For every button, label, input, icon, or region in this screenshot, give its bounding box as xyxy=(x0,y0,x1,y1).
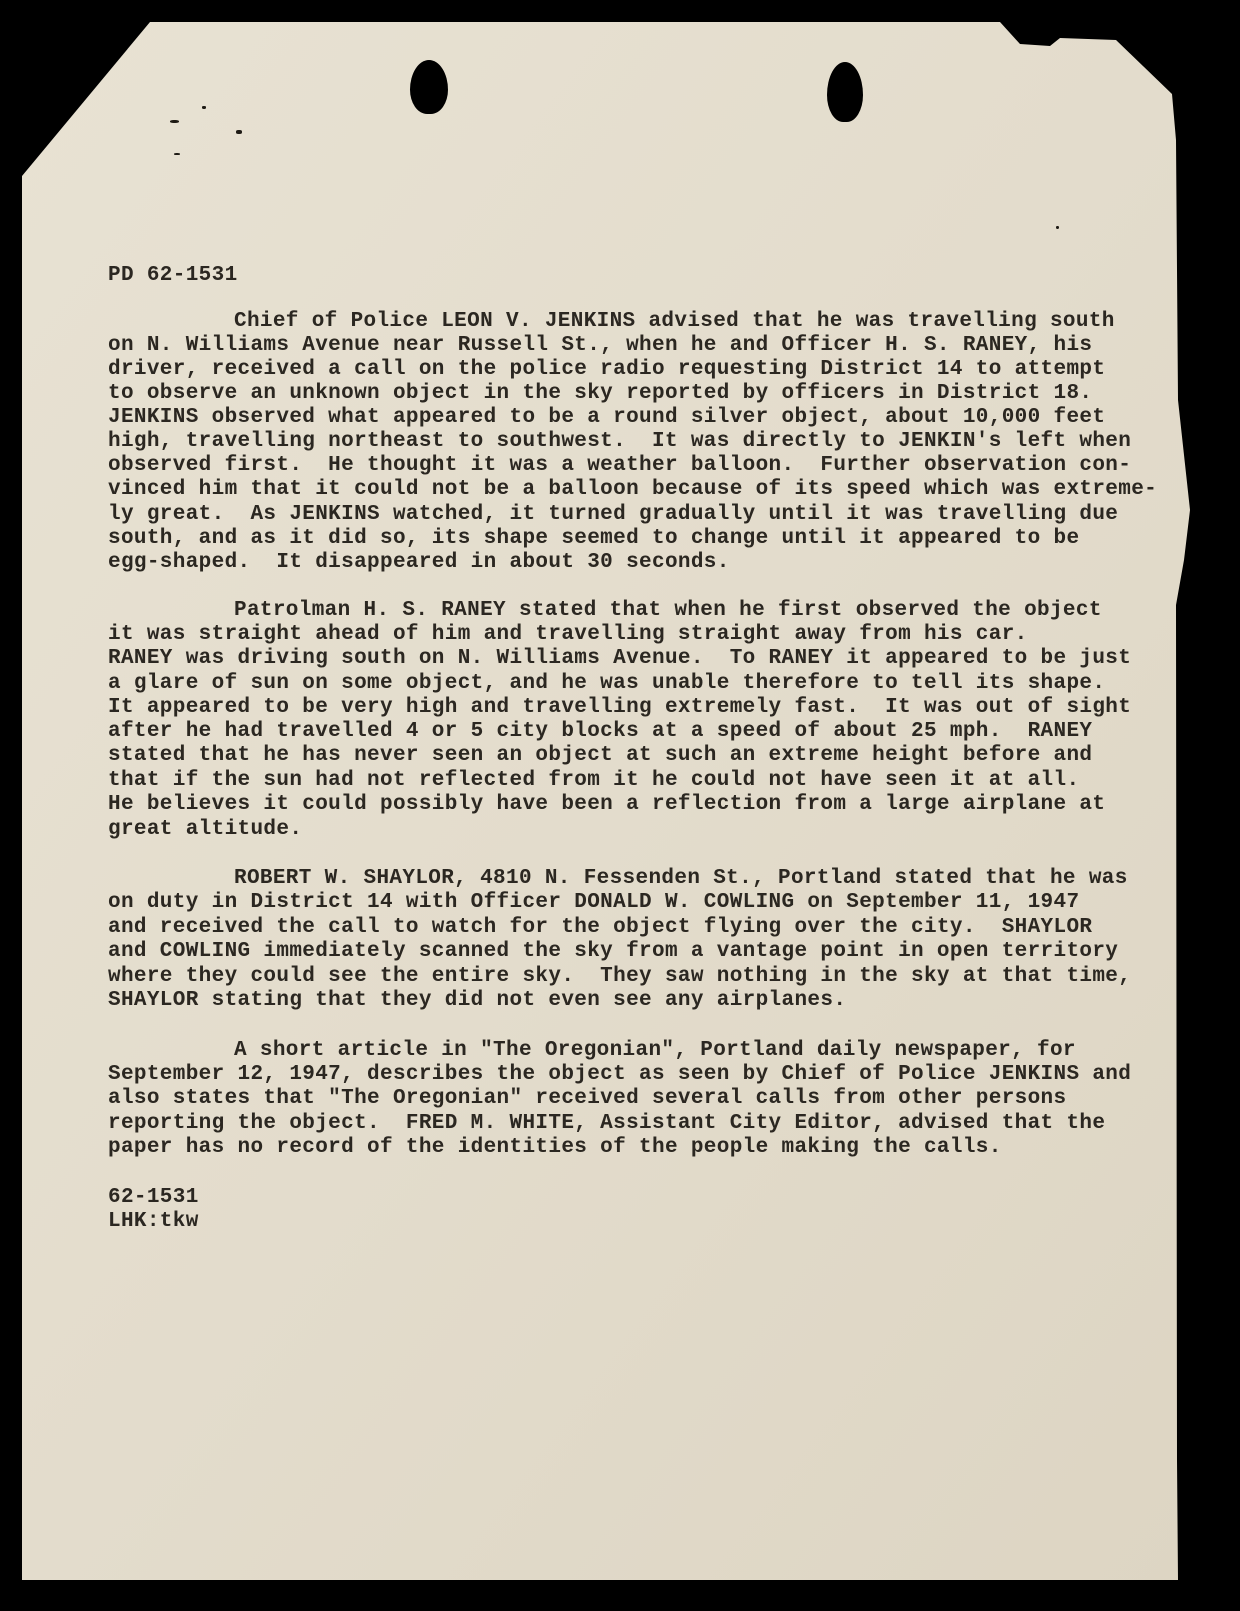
text-line: high, travelling northeast to southwest. It was directly to JENKIN's left when xyxy=(108,430,1132,453)
text-line: SHAYLOR stating that they did not even see any airplanes. xyxy=(108,989,847,1012)
text-line: JENKINS observed what appeared to be a round silver object, about 10,000 feet xyxy=(108,406,1106,429)
text-line: stated that he has never seen an object at such an extreme height before and xyxy=(108,744,1093,767)
text-line: It appeared to be very high and travelling extremely fast. It was out of sight xyxy=(108,696,1132,719)
text-line: Chief of Police LEON V. JENKINS advised that he was travelling south xyxy=(234,310,1115,333)
text-line: Patrolman H. S. RANEY stated that when he first observed the object xyxy=(234,599,1102,622)
text-line: September 12, 1947, describes the object as seen by Chief of Police JENKINS and xyxy=(108,1063,1132,1086)
text-line: to observe an unknown object in the sky reported by officers in District 18. xyxy=(108,382,1093,405)
footer-file-ref: 62-1531 xyxy=(108,1186,199,1209)
text-line: a glare of sun on some object, and he was unable therefore to tell its shape. xyxy=(108,672,1106,695)
text-line: vinced him that it could not be a balloon because of its speed which was extreme- xyxy=(108,478,1158,501)
text-line: where they could see the entire sky. They saw nothing in the sky at that time, xyxy=(108,965,1132,988)
text-line: on N. Williams Avenue near Russell St., when he and Officer H. S. RANEY, his xyxy=(108,334,1093,357)
text-line: paper has no record of the identities of the people making the calls. xyxy=(108,1136,1002,1159)
text-line: also states that "The Oregonian" received several calls from other persons xyxy=(108,1087,1067,1110)
text-line: on duty in District 14 with Officer DONALD W. COWLING on September 11, 1947 xyxy=(108,891,1080,914)
text-line: ROBERT W. SHAYLOR, 4810 N. Fessenden St., Portland stated that he was xyxy=(234,867,1128,890)
text-line: RANEY was driving south on N. Williams Avenue. To RANEY it appeared to be just xyxy=(108,647,1132,670)
text-line: A short article in "The Oregonian", Portland daily newspaper, for xyxy=(234,1039,1076,1062)
text-line: south, and as it did so, its shape seemed to change until it appeared to be xyxy=(108,527,1080,550)
text-line: after he had travelled 4 or 5 city blocks at a speed of about 25 mph. RANEY xyxy=(108,720,1093,743)
file-number-header: PD 62-1531 xyxy=(108,264,238,287)
text-line: and received the call to watch for the object flying over the city. SHAYLOR xyxy=(108,916,1093,939)
text-line: ly great. As JENKINS watched, it turned gradually until it was travelling due xyxy=(108,503,1119,526)
text-line: it was straight ahead of him and travelling straight away from his car. xyxy=(108,623,1028,646)
text-line: that if the sun had not reflected from it he could not have seen it at all. xyxy=(108,769,1080,792)
text-line: egg-shaped. It disappeared in about 30 seconds. xyxy=(108,551,730,574)
text-line: driver, received a call on the police radio requesting District 14 to attempt xyxy=(108,358,1106,381)
text-line: and COWLING immediately scanned the sky from a vantage point in open territory xyxy=(108,940,1119,963)
footer-initials: LHK:tkw xyxy=(108,1210,199,1233)
text-line: reporting the object. FRED M. WHITE, Assistant City Editor, advised that the xyxy=(108,1112,1106,1135)
text-line: He believes it could possibly have been a reflection from a large airplane at xyxy=(108,793,1106,816)
text-line: great altitude. xyxy=(108,818,303,841)
text-line: observed first. He thought it was a weather balloon. Further observation con- xyxy=(108,454,1132,477)
